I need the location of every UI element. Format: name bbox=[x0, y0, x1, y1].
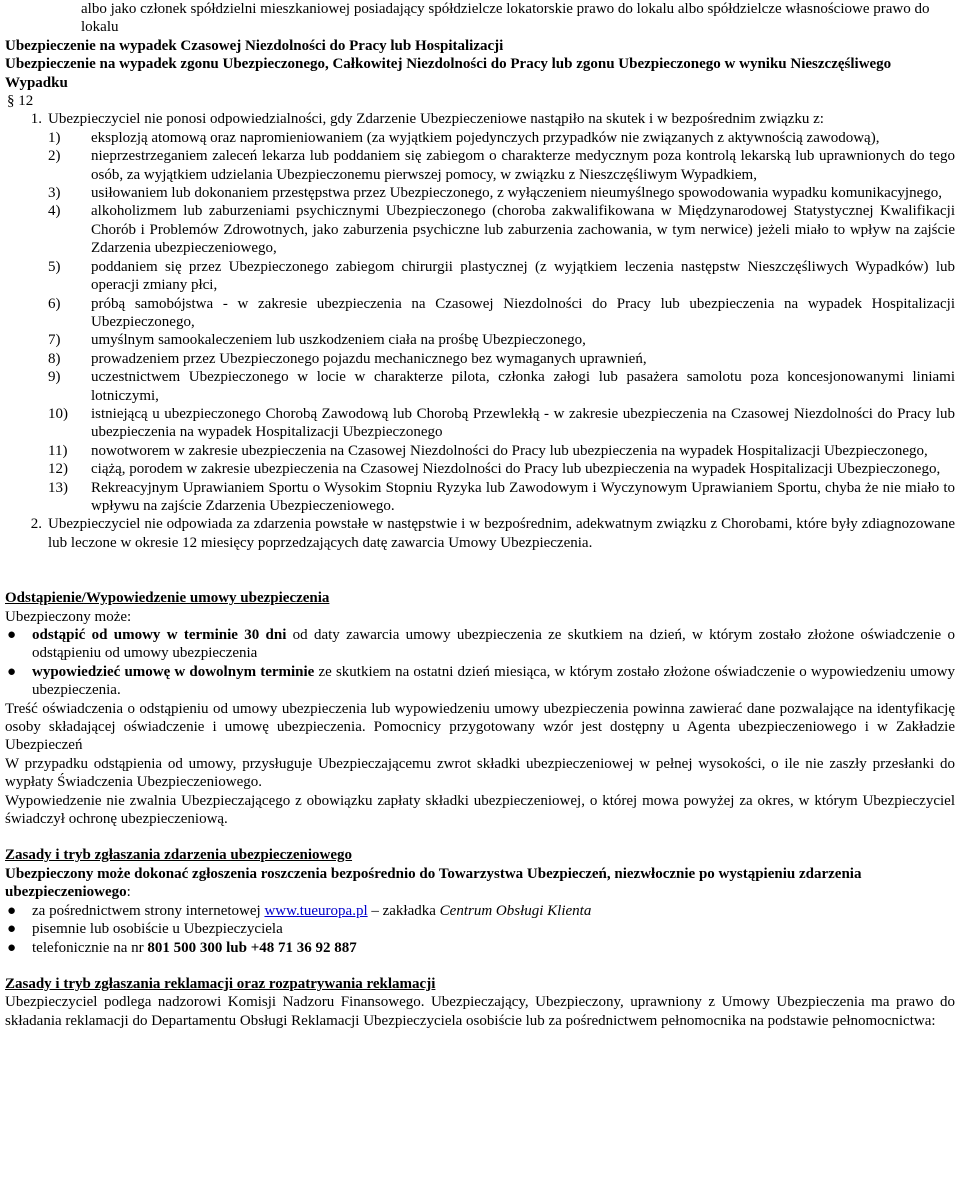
list-item bbox=[48, 147, 955, 184]
list-item-number: 2) bbox=[48, 148, 61, 165]
list-item-text: eksplozją atomową oraz napromieniowaniem (za wyjątkiem pojedynczych przypadków nie związanych z aktywnością zawodową), bbox=[91, 129, 880, 146]
paragraph-2-text: Ubezpieczyciel nie odpowiada za zdarzenia powstałe w następstwie i w bezpośrednim, adekwatnym związku z Chorobami, które były zdiagnozowane lub leczone w okresie 12 miesięcy poprzedzających datę zawarcia Umowy Ubezpieczenia. bbox=[48, 516, 955, 551]
list-item-text: usiłowaniem lub dokonaniem przestępstwa przez Ubezpieczonego, z wyłączeniem nieumyślnego spowodowania wypadku komunikacyjnego, bbox=[91, 185, 942, 202]
heading-death-incapacity: Ubezpieczenie na wypadek zgonu Ubezpieczonego, Całkowitej Niezdolności do Pracy lub zgonu Ubezpieczonego w wyniku Nieszczęśliwego Wypadku bbox=[5, 56, 892, 91]
list-item-number: 10) bbox=[48, 405, 68, 422]
list-item bbox=[48, 202, 955, 257]
bullet-icon: ● bbox=[7, 939, 17, 956]
list-item-number: 1) bbox=[48, 129, 61, 146]
list-item-text: alkoholizmem lub zaburzeniami psychicznymi Ubezpieczonego (choroba zakwalifikowana w Międzynarodowej Statystycznej Kwalifikacji Chorób i Problemów Zdrowotnych, jako zaburzenia psychiczne lub zaburzenia zachowania, w tym nerwice) jeżeli miało to wpływ na zajście Zdarzenia ubezpieczeniowego, bbox=[91, 203, 955, 257]
list-item bbox=[48, 295, 955, 332]
list-item bbox=[5, 902, 955, 920]
list-item-text: umyślnym samookaleczeniem lub uszkodzeniem ciała na prośbę Ubezpieczonego, bbox=[91, 332, 586, 349]
termination-option-bold: wypowiedzieć umowę w dowolnym terminie bbox=[32, 663, 315, 680]
list-item-text: Rekreacyjnym Uprawianiem Sportu o Wysokim Stopniu Ryzyka lub Zawodowym i Wyczynowym Uprawianiem Sportu, chyba że nie miało to wpływu na zajście Zdarzenia Ubezpieczeniowego. bbox=[91, 479, 955, 514]
bullet-icon: ● bbox=[7, 902, 17, 919]
withdrawal-lead: Ubezpieczony może: bbox=[5, 608, 132, 625]
list-item-number: 3) bbox=[48, 185, 61, 202]
bullet-icon: ● bbox=[7, 627, 17, 643]
list-item bbox=[48, 405, 955, 442]
phone-numbers: 801 500 300 lub +48 71 36 92 887 bbox=[147, 939, 357, 956]
list-item bbox=[48, 184, 955, 202]
list-item-number: 12) bbox=[48, 461, 68, 478]
refund-paragraph: W przypadku odstąpienia od umowy, przysługuje Ubezpieczającemu zwrot składki ubezpieczeniowej w pełnej wysokości, o ile nie zaszły przesłanki do wypłaty Świadczenia Ubezpieczeniowego. bbox=[5, 755, 955, 791]
paragraph-1-text: Ubezpieczyciel nie ponosi odpowiedzialności, gdy Zdarzenie Ubezpieczeniowe nastąpiło na skutek i w bezpośrednim związku z: bbox=[48, 111, 824, 128]
list-item-text: nowotworem w zakresie ubezpieczenia na Czasowej Niezdolności do Pracy lub ubezpieczenia na wypadek Hospitalizacji Ubezpieczonego, bbox=[91, 442, 928, 459]
list-item bbox=[48, 258, 955, 295]
claims-lead-colon: : bbox=[126, 884, 131, 901]
list-item-number: 9) bbox=[48, 369, 61, 386]
customer-center-tab-name: Centrum Obsługi Klienta bbox=[439, 902, 592, 919]
list-item-number: 5) bbox=[48, 258, 61, 275]
list-item-number: 11) bbox=[48, 442, 68, 459]
intro-text: albo jako członek spółdzielni mieszkaniowej posiadający spółdzielcze lokatorskie prawo do lokalu albo spółdzielcze własnościowe prawo do lokalu bbox=[81, 1, 930, 36]
list-item-text: nieprzestrzeganiem zaleceń lekarza lub poddaniem się zabiegom o charakterze medycznym poza kontrolą lekarską lub uprawnionych do tego osób, za wyjątkiem udzielania Ubezpieczonemu pierwszej pomocy, w związku z Nieszczęśliwym Wypadkiem, bbox=[91, 148, 955, 183]
list-item-text: próbą samobójstwa - w zakresie ubezpieczenia na Czasowej Niezdolności do Pracy lub ubezpieczenia na wypadek Hospitalizacji Ubezpieczonego, bbox=[91, 295, 955, 330]
withdrawal-option-text: od daty zawarcia umowy ubezpieczenia ze skutkiem na dzień, w którym zostało złożone oświadczenie o odstąpieniu od umowy ubezpieczenia bbox=[32, 627, 955, 662]
complaints-heading: Zasady i tryb zgłaszania reklamacji oraz rozpatrywania reklamacji bbox=[5, 975, 436, 992]
channel-phone-text: telefonicznie na nr bbox=[32, 939, 148, 956]
list-item bbox=[5, 626, 955, 663]
list-item bbox=[5, 663, 955, 700]
list-item bbox=[48, 129, 955, 147]
bullet-icon: ● bbox=[7, 663, 17, 680]
list-item-number: 7) bbox=[48, 332, 61, 349]
premium-obligation-paragraph: Wypowiedzenie nie zwalnia Ubezpieczającego z obowiązku zapłaty składki ubezpieczeniowej, o której mowa powyżej za okres, w którym Ubezpieczyciel świadczył ochronę ubezpieczeniową. bbox=[5, 792, 955, 828]
list-item bbox=[5, 939, 955, 957]
list-item-text: uczestnictwem Ubezpieczonego w locie w charakterze pilota, członka załogi lub pasażera samolotu poza koncesjonowanymi liniami lotniczymi, bbox=[91, 369, 955, 404]
document-page bbox=[5, 0, 955, 1030]
list-item-number: 8) bbox=[48, 350, 61, 367]
list-item-number: 4) bbox=[48, 203, 61, 220]
paragraph-2-number: 2. bbox=[30, 516, 42, 533]
heading-temporary-incapacity: Ubezpieczenie na wypadek Czasowej Niezdolności do Pracy lub Hospitalizacji bbox=[5, 37, 504, 54]
list-item bbox=[48, 368, 955, 405]
list-item-text: istniejącą u ubezpieczonego Chorobą Zawodową lub Chorobą Przewlekłą - w zakresie ubezpieczenia na Czasowej Niezdolności do Pracy lub ubezpieczenia na wypadek Hospitalizacji Ubezpieczonego bbox=[91, 405, 955, 441]
complaints-paragraph: Ubezpieczyciel podlega nadzorowi Komisji Nadzoru Finansowego. Ubezpieczający, Ubezpieczony, uprawniony z Umowy Ubezpieczenia ma prawo do składania reklamacji do Departamentu Obsługi Reklamacji Ubezpieczyciela osobiście lub za pośrednictwem pełnomocnika na podstawie pełnomocnictwa: bbox=[5, 994, 955, 1029]
withdrawal-heading: Odstąpienie/Wypowiedzenie umowy ubezpieczenia bbox=[5, 590, 330, 607]
claims-lead-bold: Ubezpieczony może dokonać zgłoszenia roszczenia bezpośrednio do Towarzystwa Ubezpieczeń, niezwłocznie po wystąpieniu zdarzenia ubezpieczeniowego bbox=[5, 865, 862, 901]
list-item-number: 6) bbox=[48, 295, 61, 312]
withdrawal-option-bold: odstąpić od umowy w terminie 30 dni bbox=[32, 627, 287, 643]
bullet-icon: ● bbox=[7, 921, 17, 938]
withdrawal-options bbox=[5, 626, 955, 700]
list-item-number: 13) bbox=[48, 479, 68, 496]
list-item-text: prowadzeniem przez Ubezpieczonego pojazdu mechanicznego bez wymaganych uprawnień, bbox=[91, 350, 647, 367]
channel-online-text: za pośrednictwem strony internetowej bbox=[32, 902, 265, 919]
list-item bbox=[48, 331, 955, 349]
list-item bbox=[48, 479, 955, 516]
channel-written-text: pisemnie lub osobiście u Ubezpieczyciela bbox=[32, 921, 283, 938]
list-item bbox=[48, 442, 955, 460]
channel-online-dash: – zakładka bbox=[367, 902, 440, 919]
list-item bbox=[5, 920, 955, 938]
termination-option-text: ze skutkiem na ostatni dzień miesiąca, w którym zostało złożone oświadczenie o wypowiedzeniu umowy ubezpieczenia. bbox=[32, 663, 956, 699]
website-link[interactable]: www.tueuropa.pl bbox=[264, 902, 368, 919]
paragraph-1 bbox=[5, 110, 955, 515]
list-item-text: poddaniem się przez Ubezpieczonego zabiegom chirurgii plastycznej (z wyjątkiem leczenia następstw Nieszczęśliwych Wypadków) lub operacji zmiany płci, bbox=[91, 258, 955, 294]
paragraph-1-number: 1. bbox=[30, 111, 42, 128]
list-item bbox=[48, 460, 955, 478]
withdrawal-statement-paragraph: Treść oświadczenia o odstąpieniu od umowy ubezpieczenia lub wypowiedzeniu umowy ubezpieczenia powinna zawierać dane pozwalające na identyfikację osoby składającej oświadczenie i umowę ubezpieczenia. Pomocnicy przygotowany wzór jest dostępny u Agenta ubezpieczeniowego i w Zakładzie Ubezpieczeń bbox=[5, 700, 955, 754]
list-item-text: ciążą, porodem w zakresie ubezpieczenia na Czasowej Niezdolności do Pracy lub ubezpieczenia na wypadek Hospitalizacji Ubezpieczonego, bbox=[91, 461, 941, 478]
paragraph-2 bbox=[5, 515, 955, 552]
claims-heading: Zasady i tryb zgłaszania zdarzenia ubezpieczeniowego bbox=[5, 847, 353, 864]
exclusions-list bbox=[48, 129, 955, 516]
section-number: § 12 bbox=[7, 93, 34, 110]
list-item bbox=[48, 350, 955, 368]
claims-channels bbox=[5, 902, 955, 957]
